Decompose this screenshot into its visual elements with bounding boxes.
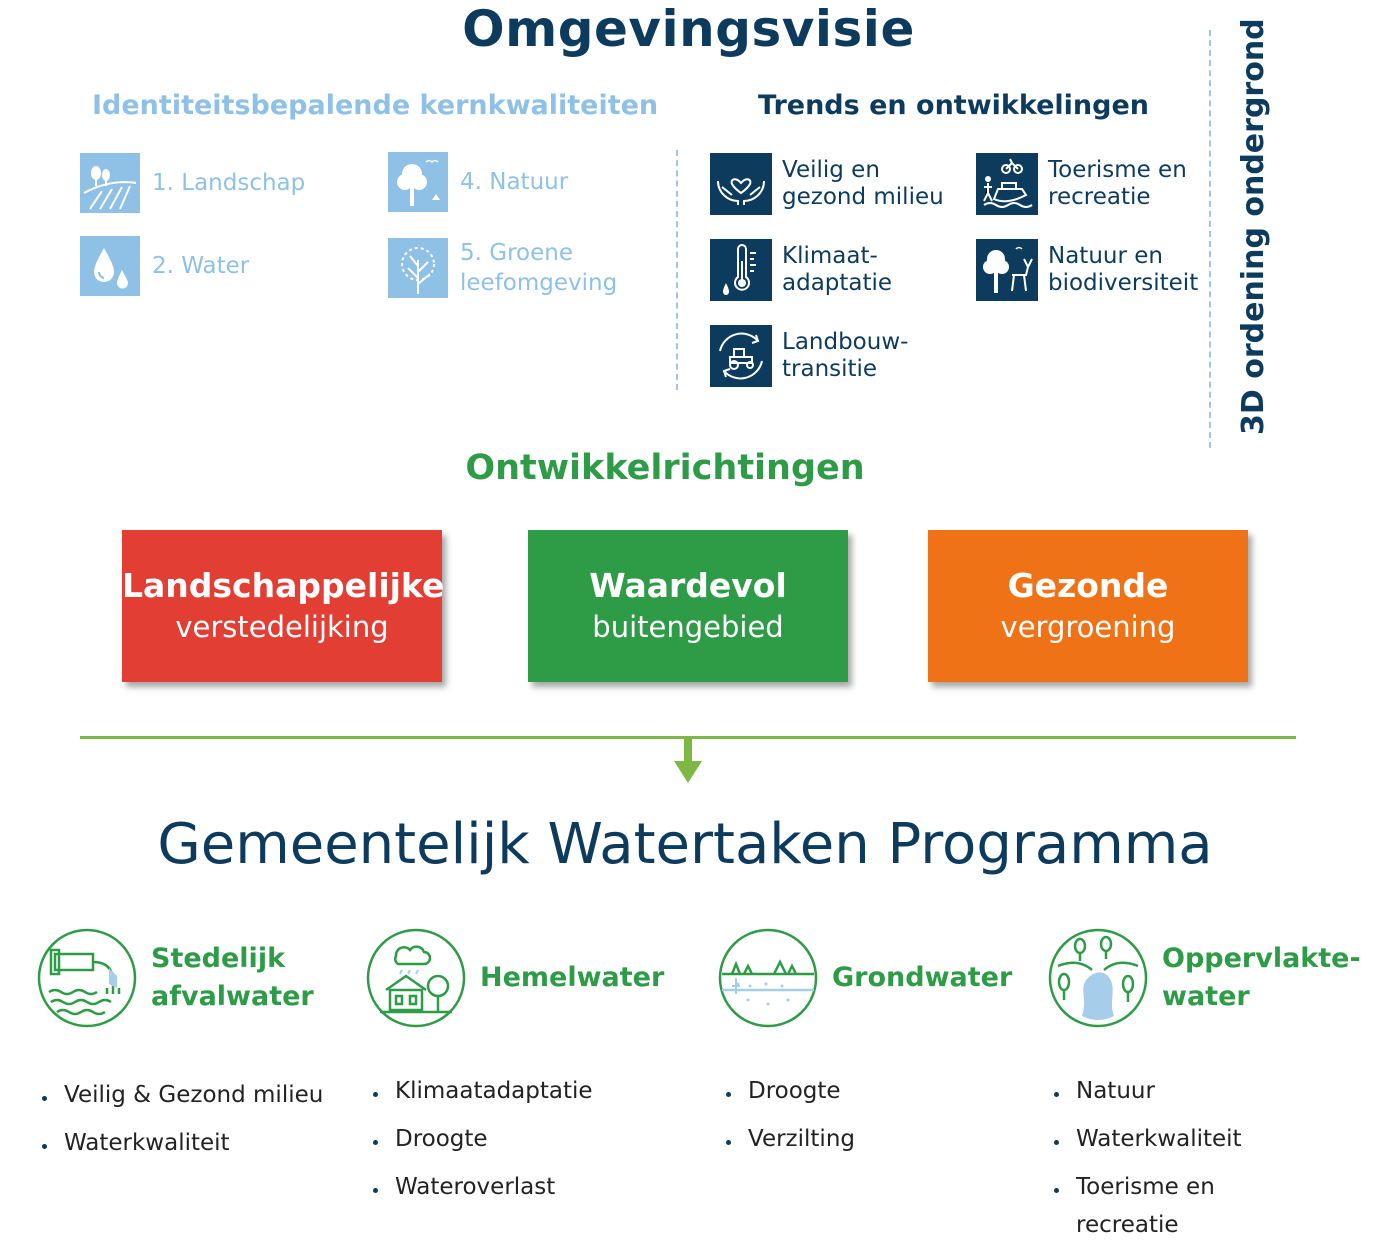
tree-icon: [388, 152, 448, 212]
trend-landbouwtransitie: [710, 325, 922, 387]
box-main-label: Gezonde: [1007, 566, 1169, 605]
box-gezonde-vergroening: [928, 530, 1248, 682]
page-title: Omgevingsvisie: [462, 0, 915, 58]
trend-label: Klimaat-adaptatie: [782, 243, 893, 296]
list-item: Wateroverlast: [369, 1163, 593, 1211]
trend-veilig-gezond-milieu: [710, 153, 962, 215]
sewer-pipe-icon: [37, 928, 137, 1028]
landscape-icon: [80, 153, 140, 213]
theme-grondwater: [718, 928, 1012, 1028]
kernkwaliteit-water: [80, 236, 249, 296]
trend-label: Landbouw-transitie: [782, 329, 909, 382]
box-main-label: Waardevol: [589, 566, 787, 605]
list-item: Verzilting: [722, 1115, 855, 1163]
theme-label: Hemelwater: [480, 962, 665, 993]
tractor-icon: [710, 325, 772, 387]
trend-label: Veilig en gezond milieu: [782, 157, 944, 210]
list-item: Droogte: [722, 1067, 855, 1115]
theme-stedelijk-afvalwater: [37, 928, 314, 1028]
deer-tree-icon: [976, 239, 1038, 301]
theme-label: Oppervlakte-water: [1162, 943, 1361, 1012]
kernkwaliteit-label: 4. Natuur: [460, 169, 569, 195]
bullet-list-hemelwater: [369, 1067, 593, 1211]
column-divider: [676, 150, 678, 390]
theme-label: Grondwater: [832, 962, 1013, 993]
hands-heart-icon: [710, 153, 772, 215]
kernkwaliteit-landschap: [80, 153, 305, 213]
list-item: Veilig & Gezond milieu: [38, 1071, 323, 1119]
bullet-list-grondwater: [722, 1067, 855, 1163]
recreation-icon: [976, 153, 1038, 215]
list-item: Klimaatadaptatie: [369, 1067, 593, 1115]
theme-oppervlaktewater: [1048, 928, 1361, 1028]
kernkwaliteit-label: 2. Water: [152, 253, 250, 279]
trend-toerisme-recreatie: [976, 153, 1198, 215]
bullet-list-stedelijk-afvalwater: [38, 1071, 323, 1167]
groundwater-icon: [718, 928, 818, 1028]
box-sub-label: vergroening: [1000, 610, 1176, 644]
side-label-3d-ordening: 3D ordening ondergrond: [1236, 18, 1271, 435]
box-sub-label: buitengebied: [592, 610, 784, 644]
box-waardevol-buitengebied: [528, 530, 848, 682]
box-landschappelijke-verstedelijking: [122, 530, 445, 682]
kernkwaliteiten-heading: Identiteitsbepalende kernkwaliteiten: [92, 90, 659, 121]
bullet-list-oppervlaktewater: [1050, 1067, 1242, 1243]
programma-heading: Gemeentelijk Watertaken Programma: [157, 812, 1213, 877]
river-icon: [1048, 928, 1148, 1028]
kernkwaliteit-natuur: [388, 152, 568, 212]
kernkwaliteit-label: 1. Landschap: [152, 170, 306, 196]
rain-house-icon: [366, 928, 466, 1028]
trends-heading: Trends en ontwikkelingen: [758, 90, 1149, 121]
box-main-label: Landschappelijke: [122, 566, 445, 605]
down-arrow-icon: [674, 761, 702, 783]
trend-label: Natuur en biodiversiteit: [1048, 243, 1199, 296]
water-drops-icon: [80, 236, 140, 296]
green-tree-icon: [388, 238, 448, 298]
kernkwaliteit-groene-leefomgeving: [388, 238, 630, 298]
kernkwaliteit-label: 5. Groene leefomgeving: [460, 240, 618, 296]
list-item: Waterkwaliteit: [38, 1119, 323, 1167]
list-item: Waterkwaliteit: [1050, 1115, 1242, 1163]
side-divider: [1209, 30, 1211, 448]
list-item: Droogte: [369, 1115, 593, 1163]
ontwikkelrichtingen-heading: Ontwikkelrichtingen: [465, 448, 865, 488]
list-item: Natuur: [1050, 1067, 1242, 1115]
trend-klimaatadaptatie: [710, 239, 902, 301]
list-item: Toerisme en recreatie: [1050, 1163, 1230, 1243]
theme-label: Stedelijk afvalwater: [151, 943, 314, 1012]
theme-hemelwater: [366, 928, 664, 1028]
thermometer-icon: [710, 239, 772, 301]
trend-label: Toerisme en recreatie: [1048, 157, 1187, 210]
trend-natuur-biodiversiteit: [976, 239, 1208, 301]
down-arrow-stem: [684, 739, 692, 763]
box-sub-label: verstedelijking: [175, 610, 389, 644]
